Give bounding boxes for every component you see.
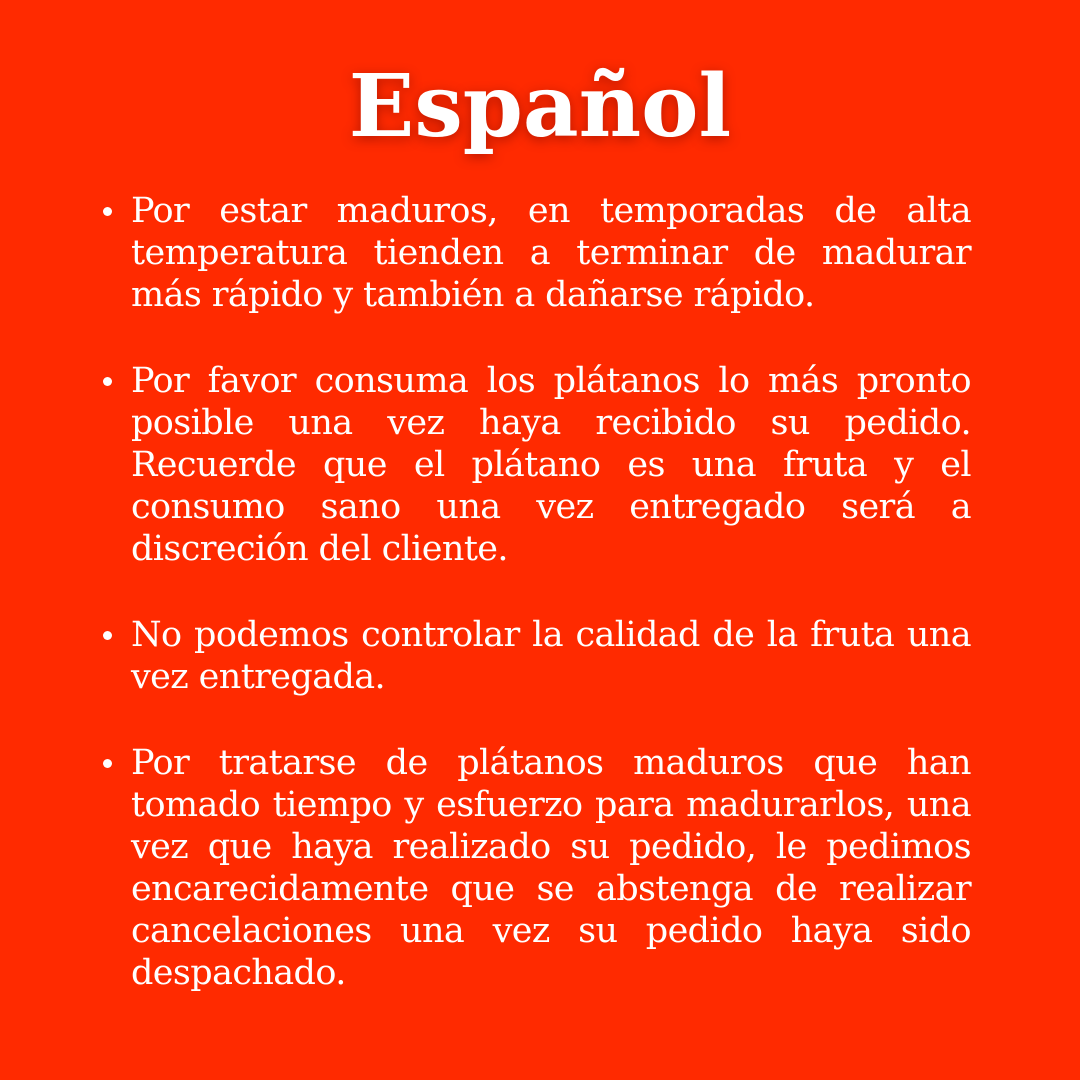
page-title: Español bbox=[348, 56, 732, 157]
list-item-text: Por tratarse de plátanos maduros que han tomado tiempo y esfuerzo para madurarlos, una vez que haya realizado su pedido, le pedimos encarecidamente que se abstenga de realizar cancelaciones una vez su pedido haya sido despachado. bbox=[131, 743, 971, 993]
bullet-icon bbox=[103, 759, 112, 768]
list-item bbox=[103, 614, 971, 698]
list-item-text: Por favor consuma los plátanos lo más pronto posible una vez haya recibido su pedido. Recuerde que el plátano es una fruta y el consumo sano una vez entregado será a discreción del cliente. bbox=[131, 361, 971, 569]
list-item-text: No podemos controlar la calidad de la fruta una vez entregada. bbox=[131, 615, 971, 697]
list-item bbox=[103, 742, 971, 994]
bullet-icon bbox=[103, 207, 112, 216]
bullet-icon bbox=[103, 631, 112, 640]
notice-list bbox=[103, 190, 971, 1038]
list-item bbox=[103, 190, 971, 316]
bullet-icon bbox=[103, 377, 112, 386]
list-item bbox=[103, 360, 971, 570]
list-item-text: Por estar maduros, en temporadas de alta temperatura tienden a terminar de madurar más rápido y también a dañarse rápido. bbox=[131, 191, 971, 315]
